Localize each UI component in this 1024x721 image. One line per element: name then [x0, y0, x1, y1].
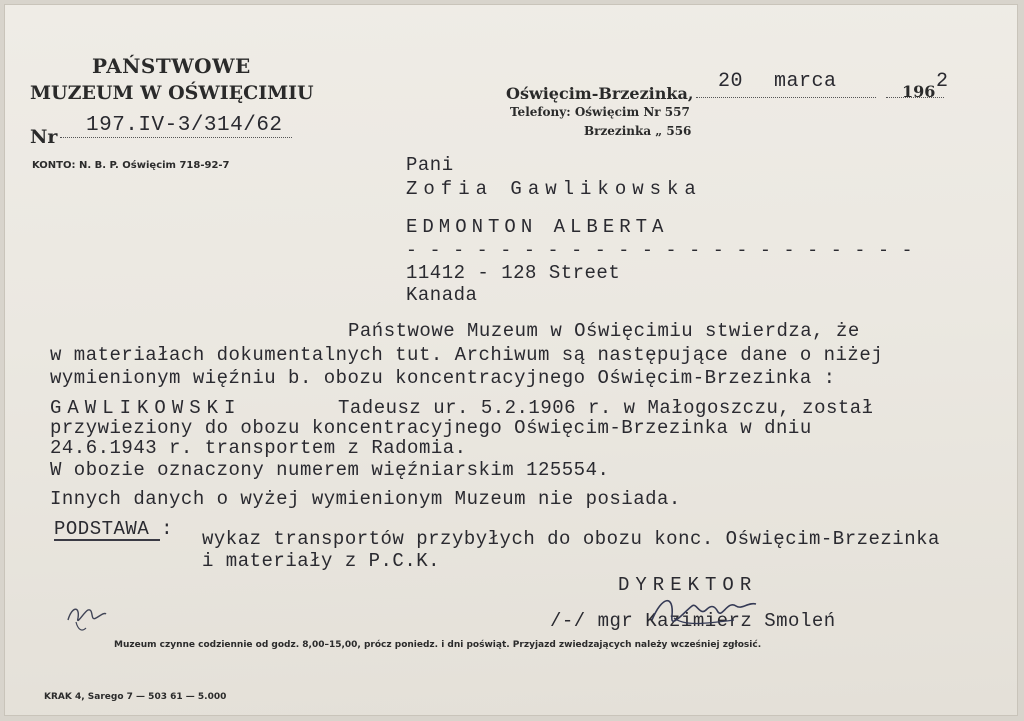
- reference-label: Nr: [30, 126, 58, 148]
- signatory-name: /-/ mgr Kazimierz Smoleń: [550, 610, 836, 632]
- prisoner-surname: GAWLIKOWSKI: [50, 397, 242, 419]
- printer-imprint: KRAK 4, Sarego 7 — 503 61 — 5.000: [44, 692, 227, 702]
- recipient-name: Zofia Gawlikowska: [406, 178, 702, 200]
- handwritten-initials: [64, 600, 108, 636]
- bank-account: KONTO: N. B. P. Oświęcim 718-92-7: [32, 160, 230, 171]
- year-prefix: 196: [902, 82, 936, 101]
- body-line3: wymienionym więźniu b. obozu koncentracyjnego Oświęcim-Brzezinka :: [50, 367, 836, 389]
- body-line5: przywieziony do obozu koncentracyjnego Oświęcim-Brzezinka w dniu: [50, 417, 812, 439]
- recipient-city: EDMONTON ALBERTA: [406, 216, 669, 238]
- recipient-salutation: Pani: [406, 154, 454, 176]
- recipient-street: 11412 - 128 Street: [406, 262, 621, 284]
- date-month: marca: [774, 70, 837, 93]
- body-line7: W obozie oznaczony numerem więźniarskim 125554.: [50, 459, 610, 481]
- recipient-country: Kanada: [406, 284, 478, 306]
- reference-number: 197.IV-3/314/62: [86, 114, 283, 137]
- basis-line2: i materiały z P.C.K.: [202, 550, 441, 572]
- body-line8: Innych danych o wyżej wymienionym Muzeum nie posiada.: [50, 488, 681, 510]
- handwritten-signature: [644, 590, 764, 632]
- body-line2: w materiałach dokumentalnych tut. Archiwum są następujące dane o niżej: [50, 344, 884, 366]
- body-line1: Państwowe Muzeum w Oświęcimiu stwierdza, że: [348, 320, 860, 342]
- signature-title: DYREKTOR: [618, 574, 758, 596]
- opening-hours-note: Muzeum czynne codziennie od godz. 8,00–15,00, prócz poniedz. i dni poświąt. Przyjazd zwiedzających należy wcześniej zgłosić.: [114, 640, 762, 650]
- body-line6: 24.6.1943 r. transportem z Radomia.: [50, 437, 467, 459]
- date-day: 20: [718, 70, 744, 93]
- phone-line2: Brzezinka „ 556: [584, 124, 692, 138]
- basis-underline: [54, 539, 160, 541]
- phone-line1: Telefony: Oświęcim Nr 557: [510, 105, 690, 119]
- year-suffix: 2: [936, 70, 949, 93]
- reference-dotted-line: [60, 137, 292, 138]
- place-name: Oświęcim-Brzezinka,: [506, 84, 694, 103]
- date-dotted-line: [696, 97, 876, 98]
- body-line4: Tadeusz ur. 5.2.1906 r. w Małogoszczu, został: [338, 397, 874, 419]
- address-divider: - - - - - - - - - - - - - - - - - - - - - -: [406, 241, 914, 261]
- institution-line1: PAŃSTWOWE: [92, 54, 251, 78]
- institution-line2: MUZEUM W OŚWIĘCIMIU: [30, 82, 314, 104]
- basis-label: PODSTAWA :: [54, 518, 174, 540]
- letter-document: [4, 4, 1018, 716]
- basis-line1: wykaz transportów przybyłych do obozu konc. Oświęcim-Brzezinka: [202, 528, 940, 550]
